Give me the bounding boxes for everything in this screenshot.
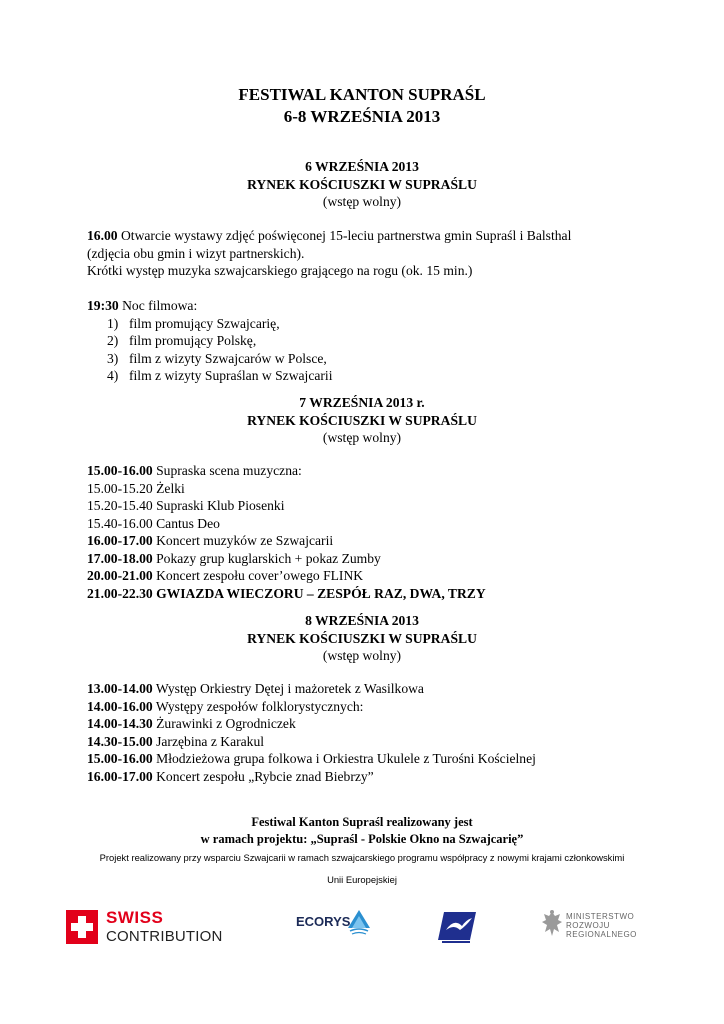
list-item: 16.00-17.00 Koncert muzyków ze Szwajcarii [87, 533, 334, 548]
list-item: 20.00-21.00 Koncert zespołu cover’owego FLINK [87, 568, 364, 583]
list-item: 16.00-17.00 Koncert zespołu „Rybcie znad Biebrzy” [87, 768, 374, 784]
description: Noc filmowa: [118, 298, 198, 313]
bird-logo [436, 910, 478, 946]
day1-date: 6 WRZEŚNIA 2013 [305, 159, 419, 174]
swiss-cross-icon [66, 910, 98, 944]
day1-entry: (wstęp wolny) [322, 194, 402, 209]
day3-program [87, 680, 647, 785]
film-list [87, 315, 647, 385]
festival-name: FESTIWAL KANTON SUPRAŚL [238, 85, 486, 104]
ecorys-triangle-icon [348, 910, 370, 936]
list-item: 3) film z wizyty Szwajcarów w Polsce, [107, 350, 327, 366]
project-note: Festiwal Kanton Supraśl realizowany jest w ramach projektu: „Supraśl - Polskie Okno na Szwajcarię” [200, 815, 524, 846]
funding-note: Projekt realizowany przy wsparciu Szwajcarii w ramach szwajcarskiego programu współpracy z nowymi krajami członkowskimi Unii Europejskiej [99, 852, 625, 885]
bird-icon [436, 910, 478, 946]
description: Otwarcie wystawy zdjęć poświęconej 15-leciu partnerstwa gmin Supraśl i Balsthal [117, 228, 572, 243]
festival-title [0, 84, 724, 128]
day1-item-horn: Krótki występ muzyka szwajcarskiego grającego na rogu (ok. 15 min.) [87, 263, 473, 278]
list-item: 4) film z wizyty Supraślan w Szwajcarii [107, 368, 333, 383]
list-item: 2) film promujący Polskę, [107, 333, 257, 348]
list-item: 15.20-15.40 Supraski Klub Piosenki [87, 498, 285, 513]
day1-header [0, 158, 724, 211]
list-item: 14.00-14.30 Żurawinki z Ogrodniczek [87, 716, 296, 731]
day1-place: RYNEK KOŚCIUSZKI W SUPRAŚLU [247, 176, 477, 192]
day2-entry: (wstęp wolny) [322, 430, 402, 445]
day2-header [0, 394, 724, 447]
list-item: 15.00-15.20 Żelki [87, 480, 185, 496]
headliner: 21.00-22.30 GWIAZDA WIECZORU – ZESPÓŁ RAZ, DWA, TRZY [87, 585, 486, 601]
list-item: 14.30-15.00 Jarzębina z Karakul [87, 733, 265, 749]
day2-place: RYNEK KOŚCIUSZKI W SUPRAŚLU [247, 412, 477, 428]
sponsor-logos [0, 900, 724, 960]
time: 16.00 [87, 228, 118, 243]
list-item: 17.00-18.00 Pokazy grup kuglarskich + pokaz Zumby [87, 550, 381, 566]
list-item: 15.40-16.00 Cantus Deo [87, 515, 220, 531]
ministry-logo: MINISTERSTWO ROZWOJU REGIONALNEGO [540, 908, 660, 948]
day1-item-film-night [87, 297, 647, 315]
eagle-emblem-icon [540, 908, 564, 944]
ecorys-logo: ECORYS [296, 912, 376, 948]
day3-entry: (wstęp wolny) [322, 648, 402, 663]
list-item: 13.00-14.00 Występ Orkiestry Dętej i mażoretek z Wasilkowa [87, 681, 424, 696]
list-item: 1) film promujący Szwajcarię, [107, 315, 280, 331]
day2-program [87, 462, 647, 602]
day1-item-exhibition-cont: (zdjęcia obu gmin i wizyt partnerskich). [87, 245, 305, 261]
list-item: 14.00-16.00 Występy zespołów folklorystycznych: [87, 698, 364, 714]
day1-item-exhibition [87, 227, 647, 245]
time: 19:30 [87, 298, 119, 313]
day3-date: 8 WRZEŚNIA 2013 [305, 613, 419, 628]
festival-dates: 6-8 WRZEŚNIA 2013 [283, 107, 441, 126]
list-item: 15.00-16.00 Młodzieżowa grupa folkowa i Orkiestra Ukulele z Turośni Kościelnej [87, 751, 536, 766]
day3-place: RYNEK KOŚCIUSZKI W SUPRAŚLU [247, 630, 477, 646]
list-item: 15.00-16.00 Supraska scena muzyczna: [87, 463, 302, 478]
day1-program [87, 227, 647, 385]
day2-date: 7 WRZEŚNIA 2013 r. [299, 395, 425, 410]
day3-header [0, 612, 724, 665]
swiss-contribution-logo: SWISS CONTRIBUTION [66, 910, 236, 946]
